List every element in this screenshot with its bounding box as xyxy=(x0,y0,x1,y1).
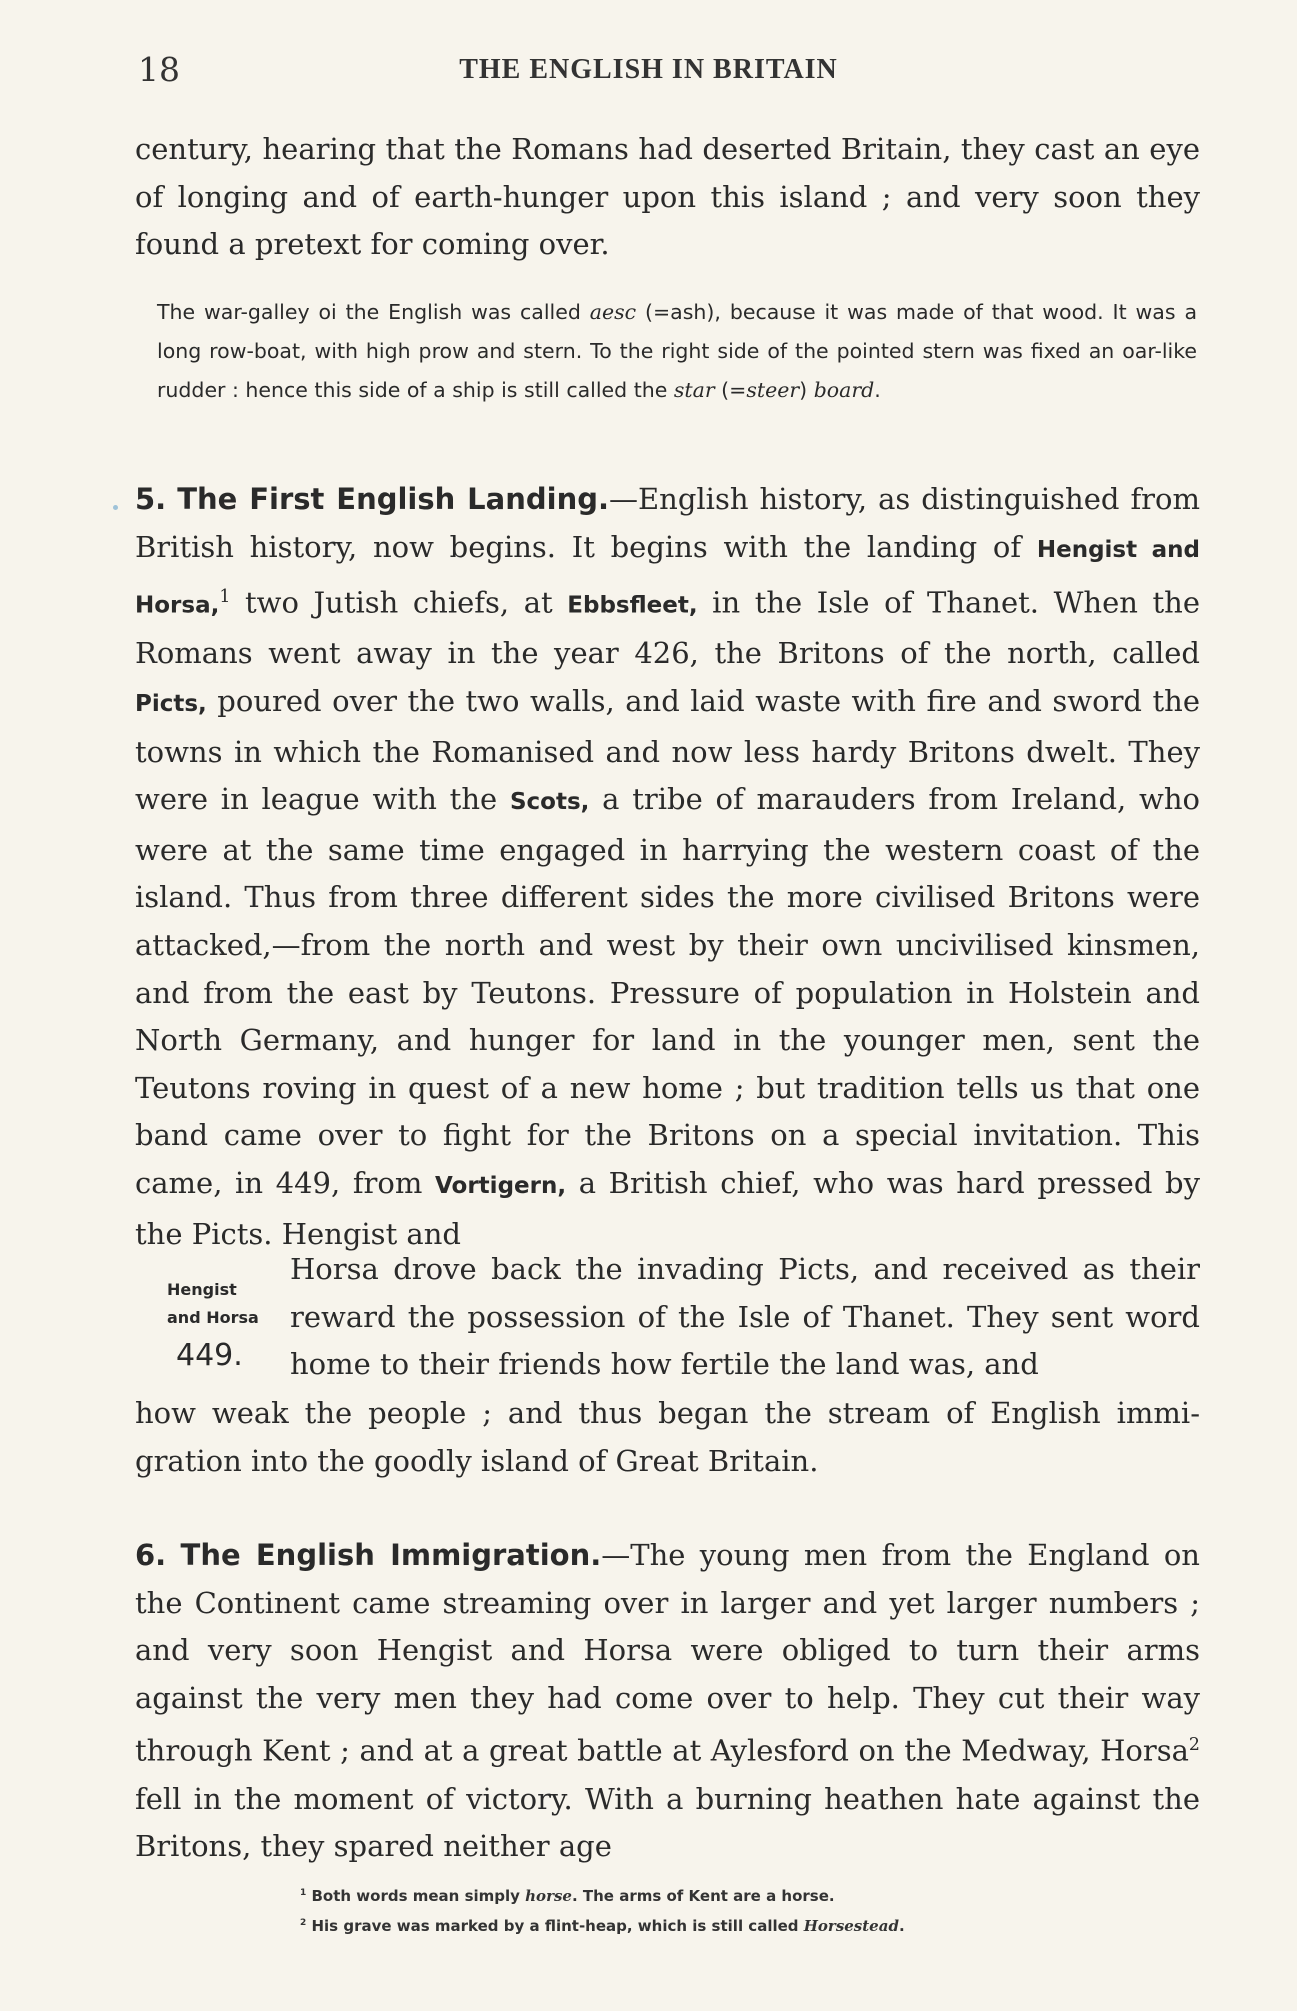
running-title: THE ENGLISH IN BRITAIN xyxy=(459,54,838,85)
section-5-indented-lines: Horsa drove back the invading Picts, and received as their reward the possession of the Isle of Thanet. They sent word home to their friends how fertile the land was, and xyxy=(290,1252,1200,1382)
footnote-1: $^1$ Both words mean simply horse. The arms of Kent are a horse. xyxy=(300,1887,835,1905)
section-6-heading: The English Immigration. xyxy=(180,1538,602,1572)
section-6-number: 6. xyxy=(135,1538,167,1572)
section-5-number: 5. xyxy=(135,482,167,516)
margin-note-year: 449. xyxy=(176,1338,243,1373)
section-5-closing-lines: how weak the people ; and thus began the stream of English immi-gration into the goodly island of Great Britain. xyxy=(135,1396,1200,1478)
footnotes xyxy=(300,1880,1200,1940)
margin-mark xyxy=(113,505,118,510)
section-5-heading: The First English Landing. xyxy=(177,482,609,516)
section-6-paragraph: 6. The English Immigration.—The young men from the England on the Continent came streaming over in larger and yet larger numbers ; and very soon Hengist and Horsa were obliged to turn their arms against the very men they had come over to help. They cut their way through Kent ; and at a great battle at Aylesford on the Medway, Horsa$^2$ fell in the moment of victory. With a burning heathen hate against the Britons, they spared neither age xyxy=(135,1538,1200,1864)
page-number: 18 xyxy=(138,50,180,89)
intro-paragraph: century, hearing that the Romans had deserted Britain, they cast an eye of longing and of earth-hunger upon this island ; and very soon they found a pretext for coming over. xyxy=(135,132,1200,262)
section-5-paragraph: 5. The First English Landing.—English history, as distinguished from British history, now begins. It begins with the landing of Hengist and Horsa,$^1$ two Jutish chiefs, at Ebbsfleet, in the Isle of Thanet. When the Romans went away in the year 426, the Britons of the north, called Picts, poured over the two walls, and laid waste with fire and sword the towns in which the Romanised and now less hardy Britons dwelt. They were in league with the Scots, a tribe of marauders from Ireland, who were at the same time engaged in harrying the western coast of the island. Thus from three different sides the more civilised Britons were attacked,—from the north and west by their own uncivilised kinsmen, and from the east by Teutons. Pressure of population in Holstein and North Germany, and hunger for land in the younger men, sent the Teutons roving in quest of a new home ; but tradition tells us that one band came over to fight for the Britons on a special invitation. This came, in 449, from Vortigern, a British chief, who was hard pressed by the Picts. Hengist and xyxy=(135,482,1201,1251)
footnote-2: $^2$ His grave was marked by a flint-heap, which is still called Horsestead. xyxy=(300,1917,905,1935)
margin-note-hengist-horsa: Hengist and Horsa xyxy=(167,1280,259,1327)
war-galley-note: The war-galley oi the English was called aesc (=ash), because it was made of that wood. It was a long row-boat, with high prow and stern. To the right side of the pointed stern was fixed an oar-like rudder : hence this side of a ship is still called the star (=steer) board. xyxy=(157,300,1198,402)
